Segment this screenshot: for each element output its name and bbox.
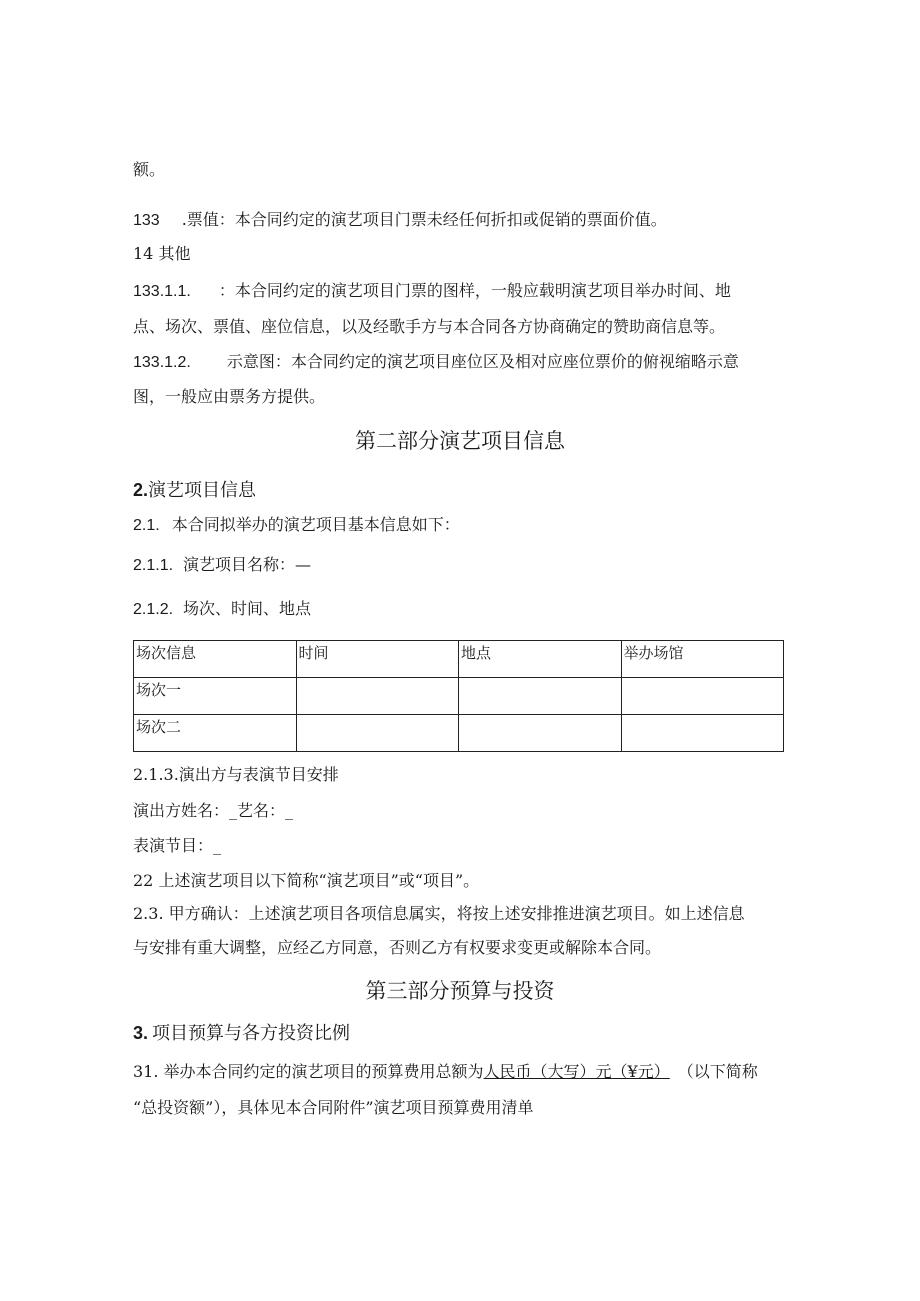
clause-text: 场次、时间、地点 xyxy=(183,599,312,618)
part-three-title: 第三部分预算与投资 xyxy=(365,979,555,1003)
clause-number: 2.1.1. xyxy=(133,557,174,574)
clause-text: （以下简称 xyxy=(677,1062,758,1081)
table-header-cell: 场次信息 xyxy=(134,641,297,678)
table-cell xyxy=(621,715,784,752)
paragraph-line: 图，一般应由票务方提供。 xyxy=(133,387,326,406)
definition-seat-map xyxy=(133,352,739,373)
paragraph-line: 点、场次、票值、座位信息，以及经歌手方与本合同各方协商确定的赞助商信息等。 xyxy=(133,317,726,336)
clause-number: 2.1. xyxy=(133,517,160,534)
table-header-cell: 举办场馆 xyxy=(621,641,784,678)
budget-amount-blank: 人民币（大写）元（¥元） xyxy=(483,1062,670,1081)
paragraph-line: 额。 xyxy=(133,160,166,179)
section-heading-other: 14 其他 xyxy=(133,244,191,263)
clause-text: ：本合同约定的演艺项目门票的图样，一般应载明演艺项目举办时间、地 xyxy=(218,281,731,300)
clause-number: 2.1.2. xyxy=(133,601,174,618)
program-line: 表演节目：_ xyxy=(133,836,222,855)
table-cell xyxy=(621,678,784,715)
clause-2-1-2 xyxy=(133,599,311,620)
clause-2-2: 22 上述演艺项目以下简称“演艺项目”或“项目”。 xyxy=(133,871,480,890)
table-cell xyxy=(296,715,459,752)
clause-2-1 xyxy=(133,515,460,536)
clause-text: 演艺项目名称：— xyxy=(183,555,312,574)
table-cell xyxy=(459,678,622,715)
table-header-row xyxy=(134,641,784,678)
paragraph-line: “总投资额”），具体见本合同附件”演艺项目预算费用清单 xyxy=(133,1098,534,1117)
clause-text: 本合同拟举办的演艺项目基本信息如下： xyxy=(171,515,460,534)
section-number: 3. xyxy=(133,1023,149,1043)
clause-2-1-1 xyxy=(133,555,311,576)
schedule-table xyxy=(133,640,784,752)
clause-2-3: 2.3. 甲方确认：上述演艺项目各项信息属实，将按上述安排推进演艺项目。如上述信息 xyxy=(133,904,745,923)
section-title: 项目预算与各方投资比例 xyxy=(152,1023,351,1044)
clause-3-1 xyxy=(133,1062,758,1082)
clause-text: 示意图：本合同约定的演艺项目座位区及相对应座位票价的俯视缩略示意 xyxy=(226,352,739,371)
section-heading xyxy=(133,1021,350,1046)
table-cell xyxy=(296,678,459,715)
table-cell: 场次二 xyxy=(134,715,297,752)
part-two-title: 第二部分演艺项目信息 xyxy=(355,429,565,453)
section-number: 2. xyxy=(133,480,149,500)
table-cell xyxy=(459,715,622,752)
performer-line: 演出方姓名：_艺名：_ xyxy=(133,801,294,820)
clause-number: 133 xyxy=(133,212,160,229)
section-title: 演艺项目信息 xyxy=(148,480,257,501)
section-heading xyxy=(133,478,256,503)
clause-number: 133.1.1. xyxy=(133,283,191,300)
table-row xyxy=(134,678,784,715)
definition-ticket-sample xyxy=(133,281,731,302)
table-header-cell: 时间 xyxy=(296,641,459,678)
table-row xyxy=(134,715,784,752)
paragraph-line: 与安排有重大调整，应经乙方同意，否则乙方有权要求变更或解除本合同。 xyxy=(133,938,662,957)
clause-text: .票值：本合同约定的演艺项目门票未经任何折扣或促销的票面价值。 xyxy=(181,210,667,229)
clause-text: 31. 举办本合同约定的演艺项目的预算费用总额为 xyxy=(133,1062,484,1081)
definition-ticket-value xyxy=(133,210,667,231)
table-cell: 场次一 xyxy=(134,678,297,715)
clause-2-1-3: 2.1.3.演出方与表演节目安排 xyxy=(133,765,339,784)
clause-number: 133.1.2. xyxy=(133,354,191,371)
table-header-cell: 地点 xyxy=(459,641,622,678)
